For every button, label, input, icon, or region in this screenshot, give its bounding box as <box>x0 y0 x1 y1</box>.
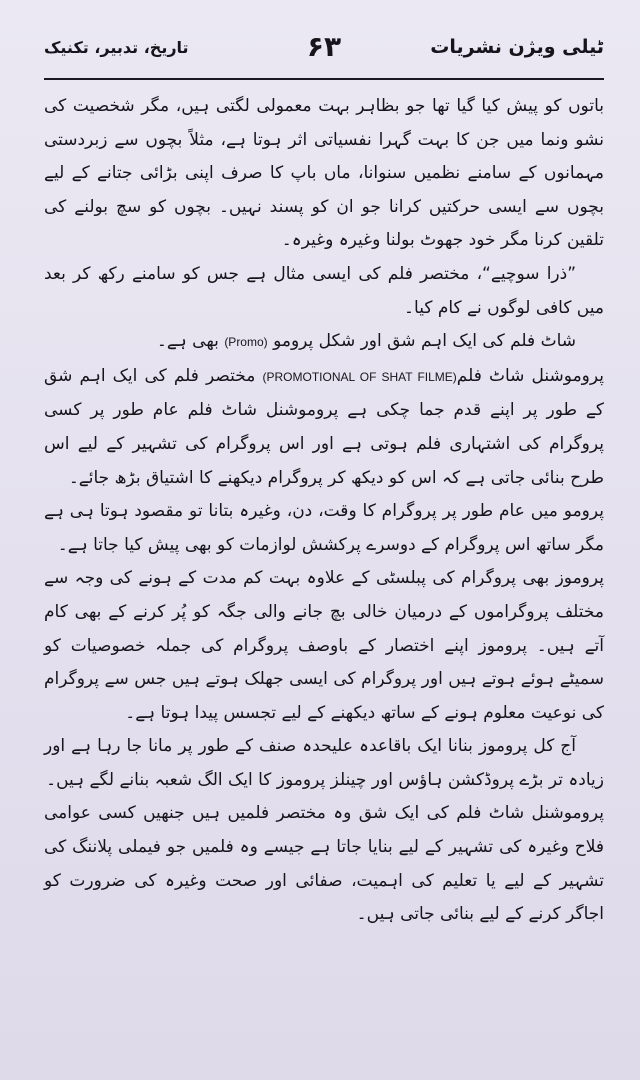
running-title-right: ٹیلی ویژن نشریات <box>430 36 604 58</box>
paragraph: پرومو میں عام طور پر پروگرام کا وقت، دن، وغیرہ بتانا تو مقصود ہوتا ہی ہے مگر ساتھ اس پروگرام کے دوسرے پرکشش لوازمات کو بھی پیش کیا جاتا ہے۔ <box>44 501 604 555</box>
page-header <box>44 30 604 78</box>
paragraph-text: شاٹ فلم کی ایک اہم شق اور شکل پرومو <box>273 331 576 352</box>
paragraph <box>44 325 604 360</box>
paragraph-text: مختصر فلم کی ایک اہم شق کے طور پر اپنے قدم جما چکی ہے پروموشنل شاٹ فلم عام طور پر کسی پروگرام کی اشتہاری فلم ہوتی ہے اور اس پروگرام کی تشہیر کے لیے اس طرح بنائی جاتی ہے کہ اس کو دیکھ کر پروگرام دیکھنے کا اشتیاق بڑھ جائے۔ <box>44 365 604 488</box>
latin-term: (PROMOTIONAL OF SHAT FILME) <box>262 369 457 384</box>
paragraph: ”ذرا سوچیے“، مختصر فلم کی ایسی مثال ہے جس کو سامنے رکھ کر بعد میں کافی لوگوں نے کام کیا۔ <box>44 263 604 318</box>
paragraph <box>44 360 604 495</box>
body-text <box>44 90 604 932</box>
paragraph-text: بھی ہے۔ <box>156 331 219 352</box>
header-rule <box>44 78 604 80</box>
latin-term: (Promo) <box>224 335 268 350</box>
paragraph: آج کل پروموز بنانا ایک باقاعدہ علیحدہ صنف کے طور پر مانا جا رہا ہے اور زیادہ تر بڑے پروڈکشن ہاؤس اور چینلز پروموز کا ایک الگ شعبہ بنانے لگے ہیں۔ <box>44 736 604 790</box>
paragraph-text: پروموشنل شاٹ فلم <box>456 365 604 386</box>
paragraph: پروموز بھی پروگرام کی پبلسٹی کے علاوہ بہت کم مدت کے ہونے کی وجہ سے مختلف پروگراموں کے درمیان خالی بچ جانے والی جگہ کو پُر کرنے کے بھی کام آتے ہیں۔ پروموز اپنے اختصار کے باوصف پروگرام کی جملہ خصوصیات کو سمیٹے ہوئے ہوتے ہیں اور پروگرام کی ایسی جھلک ہوتے ہیں جس سے پروگرام کی نوعیت معلوم ہونے کے ساتھ دیکھنے کے لیے تجسس پیدا ہوتا ہے۔ <box>44 568 604 723</box>
paragraph: پروموشنل شاٹ فلم کی ایک شق وہ مختصر فلمیں ہیں جنھیں کسی عوامی فلاح وغیرہ کی تشہیر کے لیے بنایا جاتا ہے جیسے وہ فلمیں جو فیملی پلاننگ کی تشہیر کے لیے یا تعلیم کی اہمیت، صفائی اور صحت وغیرہ کی ضرورت کو اجاگر کرنے کے لیے بنائی جاتی ہیں۔ <box>44 803 604 925</box>
paragraph: باتوں کو پیش کیا گیا تھا جو بظاہر بہت معمولی لگتی ہیں، مگر شخصیت کی نشو ونما میں جن کا بہت گہرا نفسیاتی اثر ہوتا ہے، مثلاً بچوں سے زبردستی مہمانوں کے سامنے نظمیں سنوانا، ماں باپ کا صرف اپنی بڑائی جتانے کے لیے بچوں سے ایسی حرکتیں کرانا جو ان کو پسند نہیں۔ بچوں کو سچ بولنے کی تلقین کرنا مگر خود جھوٹ بولنا وغیرہ وغیرہ۔ <box>44 96 604 251</box>
running-title-left: تاریخ، تدبیر، تکنیک <box>44 38 189 57</box>
page-number: ۶۳ <box>306 30 342 63</box>
